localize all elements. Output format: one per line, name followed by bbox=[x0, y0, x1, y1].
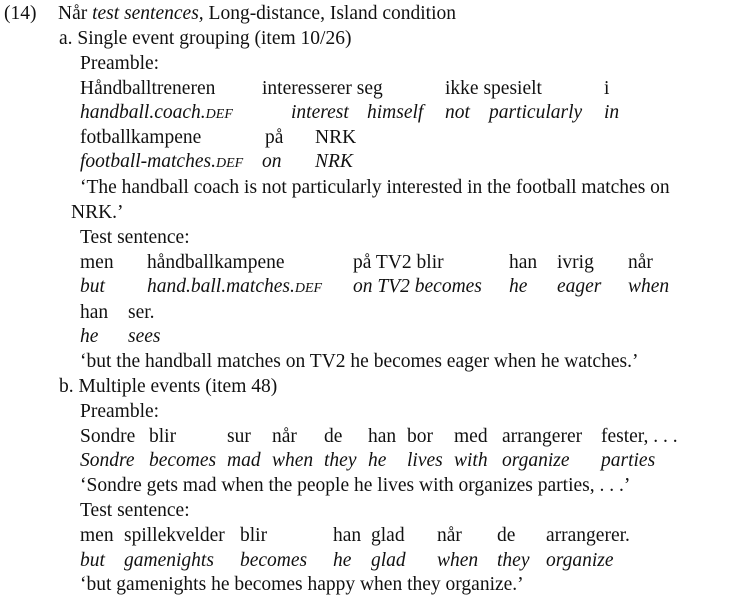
b-pre-gloss: lives bbox=[407, 450, 443, 471]
a-pre-l2-gloss: on bbox=[262, 151, 282, 172]
b-test-gloss: becomes bbox=[240, 550, 308, 571]
a-test-l1-gloss: he bbox=[509, 276, 528, 297]
a-pre-l1-word: Håndballtreneren bbox=[80, 78, 216, 99]
example-number: (14) bbox=[4, 3, 37, 24]
b-pre-word: sur bbox=[227, 426, 251, 447]
example-title-italic: test sentences, bbox=[92, 3, 204, 24]
a-pre-l1-gloss: handball.coach.def bbox=[80, 102, 233, 123]
b-preamble-label: Preamble: bbox=[80, 401, 160, 422]
b-test-gloss: but bbox=[80, 550, 105, 571]
a-translation-line-1: ‘The handball coach is not particularly interested in the football matches on bbox=[80, 177, 670, 198]
a-preamble-label: Preamble: bbox=[80, 53, 160, 74]
b-pre-word: med bbox=[454, 426, 488, 447]
b-pre-gloss: mad bbox=[227, 450, 261, 471]
b-pre-word: han bbox=[368, 426, 397, 447]
b-test-translation: ‘but gamenights he becomes happy when they organize.’ bbox=[80, 574, 524, 595]
a-test-l2-word: ser. bbox=[128, 302, 155, 323]
subexample-a-heading: a. Single event grouping (item 10/26) bbox=[59, 28, 352, 49]
b-pre-gloss: parties bbox=[601, 450, 656, 471]
b-pre-word: Sondre bbox=[80, 426, 136, 447]
b-test-word: spillekvelder bbox=[124, 525, 225, 546]
b-pre-gloss: organize bbox=[502, 450, 570, 471]
a-test-l1-word: håndballkampene bbox=[147, 252, 285, 273]
a-pre-l1-word: ikke spesielt bbox=[445, 78, 542, 99]
b-test-word: glad bbox=[371, 525, 405, 546]
b-pre-gloss: he bbox=[368, 450, 387, 471]
b-test-word: han bbox=[333, 525, 362, 546]
a-pre-l1-gloss: himself bbox=[367, 102, 424, 123]
example-title-prefix: Når bbox=[58, 3, 93, 24]
b-pre-word: de bbox=[324, 426, 343, 447]
b-translation: ‘Sondre gets mad when the people he lives with organizes parties, . . .’ bbox=[80, 475, 631, 496]
a-pre-l2-word: fotballkampene bbox=[80, 127, 202, 148]
b-pre-gloss: they bbox=[324, 450, 357, 471]
a-test-l2-gloss: he bbox=[80, 326, 99, 347]
b-test-word: blir bbox=[240, 525, 268, 546]
a-pre-l1-gloss: not bbox=[445, 102, 470, 123]
a-test-l1-gloss: on TV2 becomes bbox=[353, 276, 482, 297]
b-pre-word: bor bbox=[407, 426, 433, 447]
a-test-l2-gloss: sees bbox=[128, 326, 161, 347]
a-test-l1-word: når bbox=[628, 252, 653, 273]
a-pre-l2-word: på bbox=[265, 127, 284, 148]
subexample-b-heading: b. Multiple events (item 48) bbox=[59, 376, 278, 397]
b-test-word: de bbox=[497, 525, 516, 546]
b-pre-gloss: with bbox=[454, 450, 488, 471]
a-test-l1-gloss: but bbox=[80, 276, 105, 297]
a-test-l2-word: han bbox=[80, 302, 109, 323]
a-test-label: Test sentence: bbox=[80, 227, 190, 248]
a-test-l1-word: han bbox=[509, 252, 538, 273]
b-pre-word: blir bbox=[149, 426, 177, 447]
b-pre-word: fester, . . . bbox=[601, 426, 678, 447]
a-test-l1-gloss: eager bbox=[557, 276, 602, 297]
a-pre-l1-gloss: in bbox=[604, 102, 620, 123]
b-test-word: men bbox=[80, 525, 114, 546]
a-pre-l2-gloss: NRK bbox=[315, 151, 353, 172]
b-test-gloss: glad bbox=[371, 550, 406, 571]
b-pre-gloss: when bbox=[272, 450, 314, 471]
b-pre-gloss: Sondre bbox=[80, 450, 135, 471]
b-test-gloss: when bbox=[437, 550, 479, 571]
b-test-gloss: they bbox=[497, 550, 530, 571]
b-test-gloss: gamenights bbox=[124, 550, 214, 571]
b-pre-word: arrangerer bbox=[502, 426, 583, 447]
a-translation-line-2: NRK.’ bbox=[71, 202, 124, 223]
a-pre-l1-gloss: particularly bbox=[489, 102, 583, 123]
a-test-translation: ‘but the handball matches on TV2 he becomes eager when he watches.’ bbox=[80, 351, 639, 372]
a-test-l1-gloss: hand.ball.matches.def bbox=[147, 276, 323, 297]
a-test-l1-word: men bbox=[80, 252, 114, 273]
example-title-suffix: Long-distance, Island condition bbox=[203, 3, 457, 24]
b-pre-word: når bbox=[272, 426, 297, 447]
b-test-gloss: organize bbox=[546, 550, 614, 571]
a-test-l1-word: ivrig bbox=[557, 252, 594, 273]
a-pre-l2-word: NRK bbox=[315, 127, 357, 148]
a-pre-l1-word: i bbox=[604, 78, 610, 99]
b-test-word: når bbox=[437, 525, 462, 546]
b-test-word: arrangerer. bbox=[546, 525, 630, 546]
a-pre-l2-gloss: football-matches.def bbox=[80, 151, 244, 172]
a-test-l1-gloss: when bbox=[628, 276, 670, 297]
a-pre-l1-word: interesserer seg bbox=[262, 78, 383, 99]
b-test-label: Test sentence: bbox=[80, 500, 190, 521]
b-test-gloss: he bbox=[333, 550, 352, 571]
a-pre-l1-gloss: interest bbox=[291, 102, 349, 123]
a-test-l1-word: på TV2 blir bbox=[353, 252, 444, 273]
b-pre-gloss: becomes bbox=[149, 450, 217, 471]
example-title bbox=[58, 4, 456, 24]
